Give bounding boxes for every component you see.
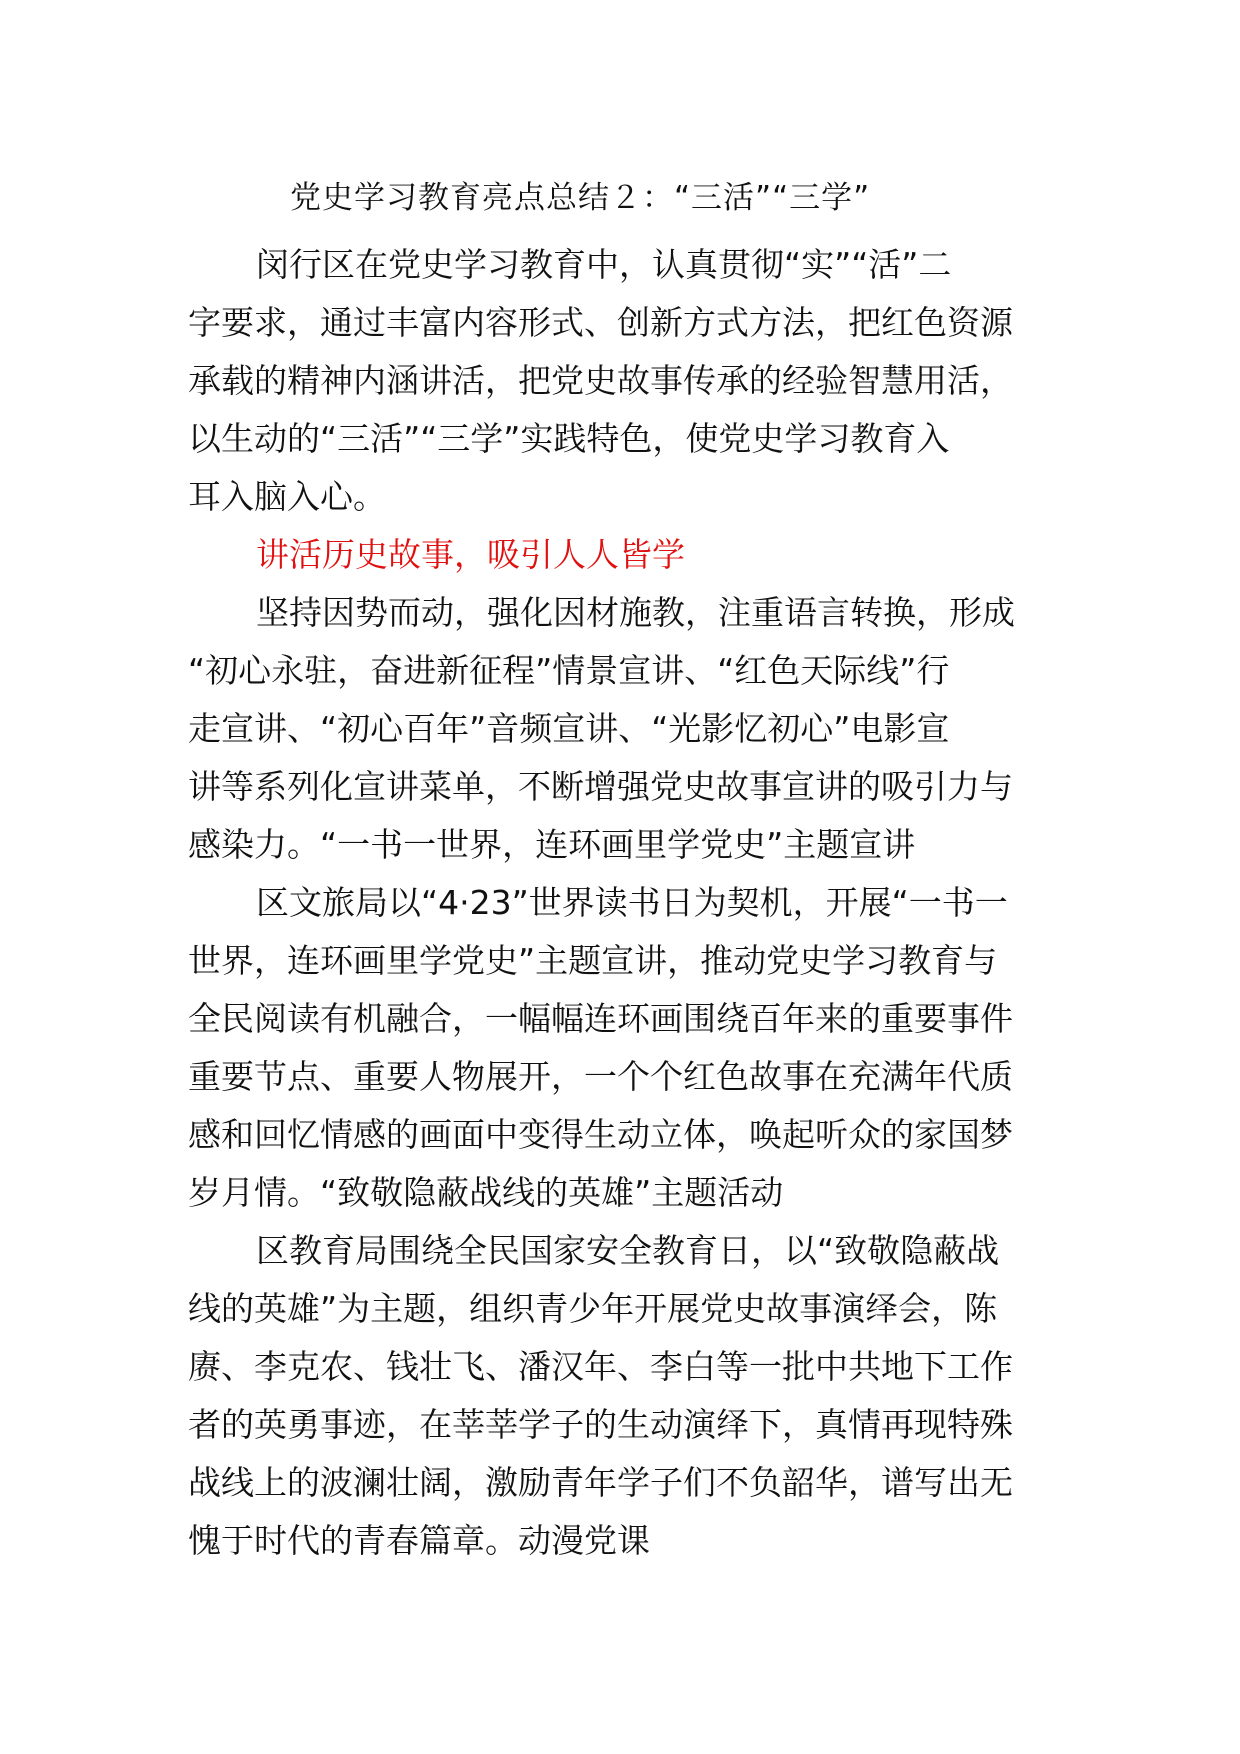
paragraph-line: 重要节点、重要人物展开，一个个红色故事在充满年代质	[188, 1057, 1013, 1096]
paragraph-line: 线的英雄”为主题，组织青少年开展党史故事演绎会，陈	[188, 1289, 998, 1328]
paragraph-2	[188, 874, 1058, 1222]
paragraph-line: 赓、李克农、钱壮飞、潘汉年、李白等一批中共地下工作	[188, 1347, 1013, 1386]
paragraph-line: 承载的精神内涵讲活，把党史故事传承的经验智慧用活，	[188, 361, 1013, 400]
paragraph-line: 讲等系列化宣讲菜单，不断增强党史故事宣讲的吸引力与	[188, 767, 1013, 806]
paragraph-1	[188, 584, 1058, 874]
paragraph-line: 区文旅局以“4·23”世界读书日为契机，开展“一书一	[256, 883, 1008, 922]
paragraph-line: 者的英勇事迹，在莘莘学子的生动演绎下，真情再现特殊	[188, 1405, 1013, 1444]
paragraph-line: 世界，连环画里学党史”主题宣讲，推动党史学习教育与	[188, 941, 998, 980]
intro-paragraph	[188, 236, 1058, 526]
paragraph-line: 走宣讲、“初心百年”音频宣讲、“光影忆初心”电影宣	[188, 709, 950, 748]
paragraph-line: 感和回忆情感的画面中变得生动立体，唤起听众的家国梦	[188, 1115, 1013, 1154]
paragraph-line: 以生动的“三活”“三学”实践特色，使党史学习教育入	[188, 419, 950, 458]
section-heading: 讲活历史故事，吸引人人皆学	[256, 535, 685, 574]
paragraph-line: 全民阅读有机融合，一幅幅连环画围绕百年来的重要事件	[188, 999, 1013, 1038]
paragraph-line: 闵行区在党史学习教育中，认真贯彻“实”“活”二	[256, 245, 952, 284]
paragraph-line: “初心永驻，奋进新征程”情景宣讲、“红色天际线”行	[188, 651, 950, 690]
paragraph-3	[188, 1222, 1058, 1570]
paragraph-line: 战线上的波澜壮阔，激励青年学子们不负韶华，谱写出无	[188, 1463, 1013, 1502]
paragraph-line: 岁月情。“致敬隐蔽战线的英雄”主题活动	[188, 1173, 784, 1212]
document-title: 党史学习教育亮点总结２：“三活”“三学”	[290, 180, 871, 216]
paragraph-line: 坚持因势而动，强化因材施教，注重语言转换，形成	[256, 593, 1015, 632]
paragraph-line: 区教育局围绕全民国家安全教育日，以“致敬隐蔽战	[256, 1231, 1000, 1270]
paragraph-line: 愧于时代的青春篇章。动漫党课	[188, 1521, 650, 1560]
paragraph-line: 感染力。“一书一世界，连环画里学党史”主题宣讲	[188, 825, 916, 864]
paragraph-line: 字要求，通过丰富内容形式、创新方式方法，把红色资源	[188, 303, 1013, 342]
document-body	[188, 236, 1058, 1570]
paragraph-line: 耳入脑入心。	[188, 477, 386, 516]
